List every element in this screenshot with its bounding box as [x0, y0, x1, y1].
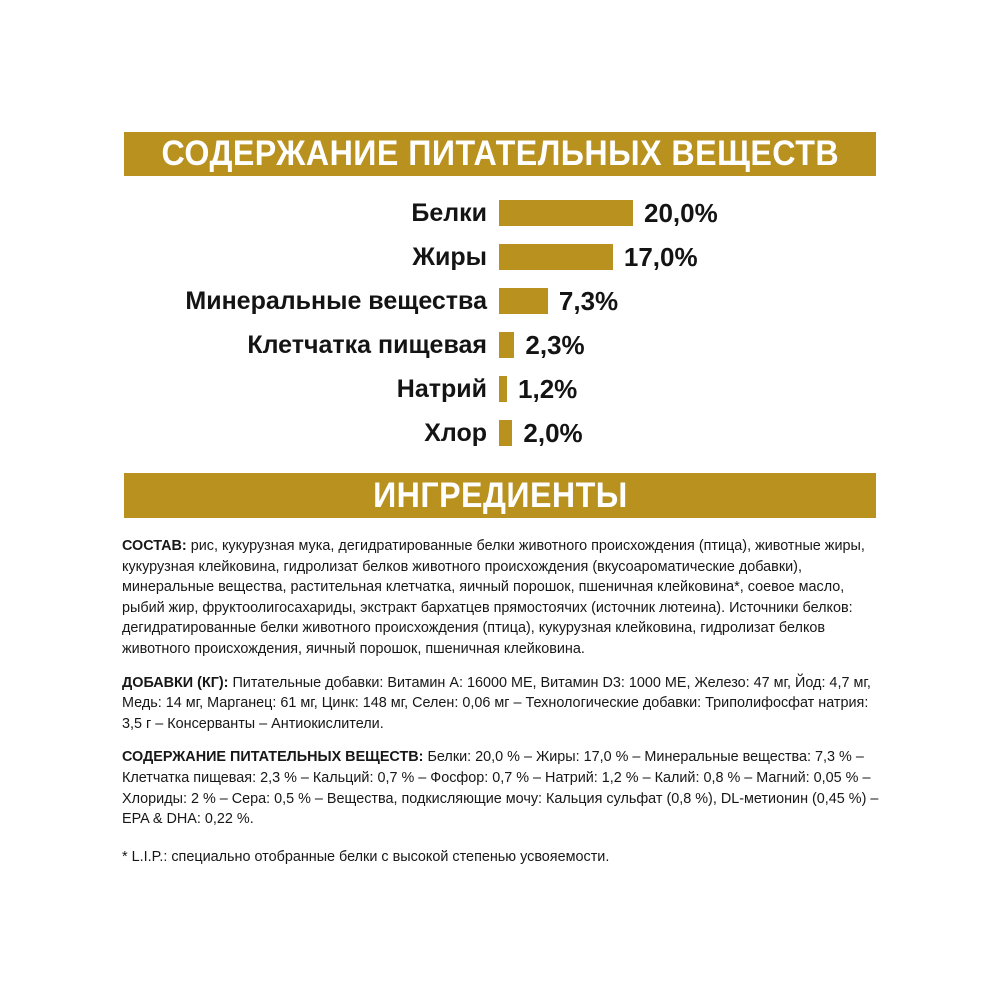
- nutrient-bar-group: [499, 242, 698, 273]
- nutrient-bar: [499, 288, 548, 314]
- nutrient-bar-group: [499, 330, 585, 361]
- nutrient-label: Клетчатка пищевая: [247, 330, 487, 359]
- nutrient-bar-group: [499, 198, 718, 229]
- nutrient-label: Жиры: [412, 242, 487, 271]
- nutrient-bar-group: [499, 286, 618, 317]
- nutrient-label: Минеральные вещества: [185, 286, 487, 315]
- nutrient-label: Хлор: [424, 418, 487, 447]
- nutrition-content-banner: [124, 132, 876, 176]
- nutrient-bar: [499, 332, 514, 358]
- ingredients-banner: [124, 473, 876, 518]
- nutrient-row: [0, 367, 1000, 411]
- nutrient-bar: [499, 376, 507, 402]
- nutrient-label: Белки: [411, 198, 487, 227]
- additives-text: Питательные добавки: Витамин А: 16000 МЕ, Витамин D3: 1000 МЕ, Железо: 47 мг, Йод: 4,7 мг, Медь: 14 мг, Марганец: 61 мг, Цинк: 148 мг, Селен: 0,06 мг – Технологические добавки: Триполифосфат натрия: 3,5 г – Консерванты – Антиокислители.: [122, 674, 871, 732]
- nutrient-row: [0, 191, 1000, 235]
- nutrient-row: [0, 279, 1000, 323]
- nutrition-banner-title: СОДЕРЖАНИЕ ПИТАТЕЛЬНЫХ ВЕЩЕСТВ: [161, 134, 839, 173]
- analytical-lead-label: СОДЕРЖАНИЕ ПИТАТЕЛЬНЫХ ВЕЩЕСТВ:: [122, 749, 424, 766]
- nutrient-bar-group: [499, 374, 577, 405]
- composition-lead-label: СОСТАВ:: [122, 538, 187, 554]
- nutrient-value: 2,0%: [523, 417, 583, 448]
- nutrient-row: [0, 323, 1000, 367]
- nutrient-bar: [499, 200, 633, 226]
- nutrient-value: 1,2%: [518, 373, 578, 404]
- nutrition-bar-chart: [0, 191, 1000, 455]
- additives-lead-label: ДОБАВКИ (КГ):: [122, 674, 229, 691]
- nutrient-row: [0, 411, 1000, 455]
- nutrient-bar: [499, 420, 512, 446]
- nutrient-value: 17,0%: [623, 241, 698, 272]
- nutrient-value: 7,3%: [558, 285, 619, 316]
- nutrient-row: [0, 235, 1000, 279]
- nutrient-value: 20,0%: [644, 197, 718, 228]
- additives-paragraph: [122, 673, 884, 735]
- analytical-constituents-paragraph: [122, 747, 884, 829]
- ingredients-body: [122, 536, 884, 867]
- nutrient-bar: [499, 244, 613, 270]
- composition-paragraph: [122, 536, 884, 660]
- nutrient-value: 2,3%: [525, 329, 585, 360]
- composition-text: рис, кукурузная мука, дегидратированные белки животного происхождения (птица), животные жиры, кукурузная клейковина, гидролизат белков животного происхождения (вкусоароматические добавки), минеральные вещества, растительная клетчатка, яичный порошок, пшеничная клейковина*, соевое масло, рыбий жир, фруктоолигосахариды, экстракт бархатцев прямостоячих (источник лютеина). Источники белков: дегидратированные белки животного происхождения (птица), кукурузная клейковина, гидролизат белков животного происхождения, яичный порошок, пшеничная клейковина.: [122, 538, 865, 657]
- nutrient-label: Натрий: [396, 374, 487, 403]
- ingredients-banner-title: ИНГРЕДИЕНТЫ: [372, 475, 628, 515]
- nutrient-bar-group: [499, 418, 583, 449]
- analytical-text: Белки: 20,0 % – Жиры: 17,0 % – Минеральные вещества: 7,3 % – Клетчатка пищевая: 2,3 % – Кальций: 0,7 % – Фосфор: 0,7 % – Натрий: 1,2 % – Калий: 0,8 % – Магний: 0,05 % – Хлориды: 2 % – Сера: 0,5 % – Вещества, подкисляющие мочу: Кальция сульфат (0,8 %), DL-метионин (0,45 %) – EPA & DHA: 0,22 %.: [122, 749, 879, 828]
- lip-footnote: * L.I.P.: специально отобранные белки с высокой степенью усвояемости.: [122, 848, 610, 865]
